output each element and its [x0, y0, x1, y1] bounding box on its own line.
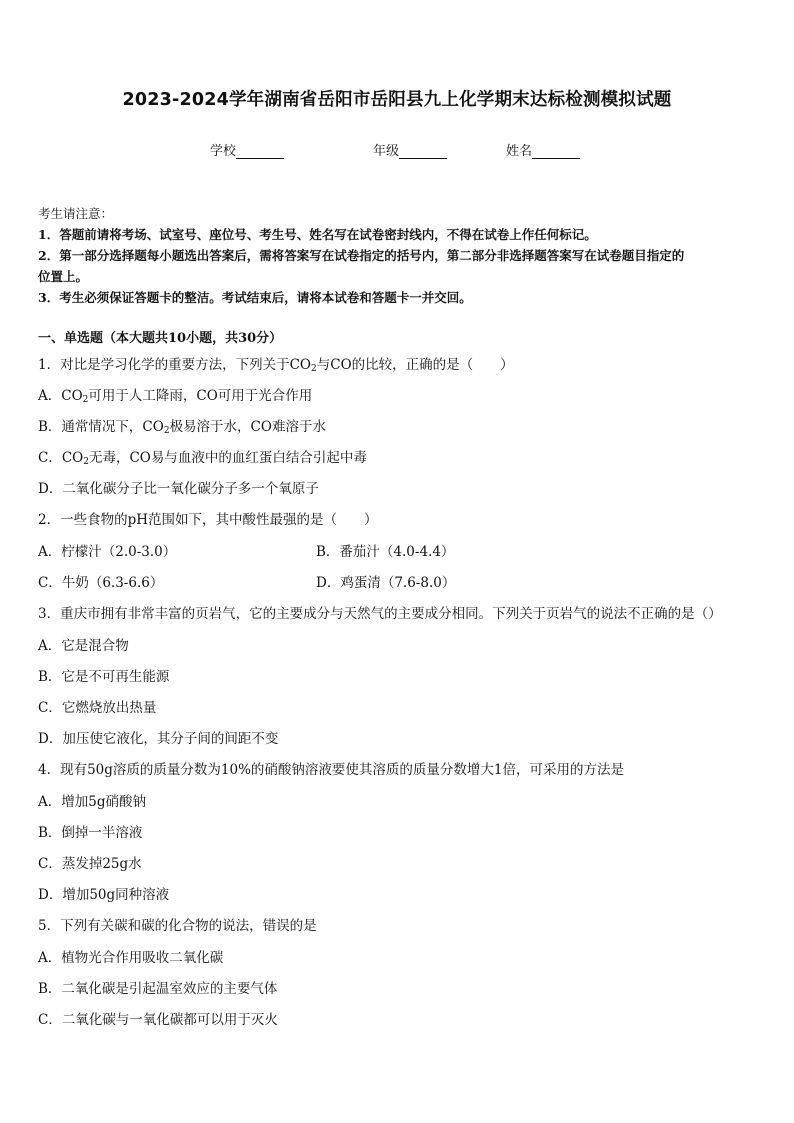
option-part: B．通常情况下，CO [38, 419, 164, 435]
question-4-stem: 4．现有50g溶质的质量分数为10%的硝酸钠溶液要使其溶质的质量分数增大1倍，可采用的方法是 [38, 762, 625, 778]
option-part: A．CO [38, 388, 83, 404]
name-label: 姓名 [506, 144, 533, 159]
question-2-stem: 2．一些食物的pH范围如下，其中酸性最强的是（ ） [38, 512, 378, 528]
stem-part: 与CO的比较，正确的是（ ） [316, 357, 514, 373]
question-3-option-d[interactable]: D．加压使它液化，其分子间的间距不变 [38, 731, 279, 747]
question-3-option-b[interactable]: B．它是不可再生能源 [38, 669, 170, 685]
notice-item: 2．第一部分选择题每小题选出答案后，需将答案写在试卷指定的括号内，第二部分非选择题答案写在试卷题目指定的 [38, 248, 685, 263]
exam-title: 2023-2024学年湖南省岳阳市岳阳县九上化学期末达标检测模拟试题 [122, 90, 672, 110]
notice-heading: 考生请注意： [38, 206, 114, 221]
notice-item: 1．答题前请将考场、试室号、座位号、考生号、姓名写在试卷密封线内，不得在试卷上作任何标记。 [38, 227, 597, 242]
school-blank[interactable] [236, 144, 284, 159]
subscript: 2 [163, 426, 170, 436]
option-part: 极易溶于水，CO难溶于水 [169, 419, 326, 435]
question-2-option-a[interactable]: A．柠檬汁（2.0-3.0） [38, 544, 177, 560]
question-4-option-c[interactable]: C．蒸发掉25g水 [38, 856, 142, 872]
option-part: C．CO [38, 450, 84, 466]
question-3-stem: 3．重庆市拥有非常丰富的页岩气，它的主要成分与天然气的主要成分相同。下列关于页岩气的说法不正确的是（） [38, 606, 722, 622]
question-1-option-b[interactable] [38, 415, 326, 436]
question-2-option-c[interactable]: C．牛奶（6.3-6.6） [38, 575, 164, 591]
question-3-option-c[interactable]: C．它燃烧放出热量 [38, 700, 157, 716]
question-1-option-c[interactable] [38, 446, 367, 467]
subscript: 2 [83, 457, 89, 467]
question-3-option-a[interactable]: A．它是混合物 [38, 638, 129, 654]
subscript: 2 [311, 364, 317, 374]
name-field [506, 140, 580, 159]
school-label: 学校 [210, 144, 237, 159]
subscript: 2 [82, 395, 89, 405]
question-5-stem: 5．下列有关碳和碳的化合物的说法，错误的是 [38, 918, 317, 934]
question-4-option-b[interactable]: B．倒掉一半溶液 [38, 825, 143, 841]
name-blank[interactable] [532, 144, 580, 159]
question-5-option-b[interactable]: B．二氧化碳是引起温室效应的主要气体 [38, 981, 278, 997]
section-heading: 一、单选题（本大题共10小题，共30分） [38, 331, 283, 346]
question-1-option-d[interactable]: D．二氧化碳分子比一氧化碳分子多一个氧原子 [38, 481, 319, 497]
grade-field [373, 140, 447, 159]
question-5-option-a[interactable]: A．植物光合作用吸收二氧化碳 [38, 950, 224, 966]
notice-item: 位置上。 [38, 269, 89, 284]
grade-label: 年级 [373, 144, 400, 159]
question-1-option-a[interactable] [38, 384, 312, 405]
stem-part: 1．对比是学习化学的重要方法，下列关于CO [38, 357, 311, 373]
notice-item: 3．考生必须保证答题卡的整洁。考试结束后，请将本试卷和答题卡一并交回。 [38, 290, 472, 305]
question-2-option-b[interactable]: B．番茄汁（4.0-4.4） [316, 544, 455, 560]
grade-blank[interactable] [399, 144, 447, 159]
question-4-option-a[interactable]: A．增加5g硝酸钠 [38, 794, 146, 810]
school-field [210, 140, 284, 159]
question-5-option-c[interactable]: C．二氧化碳与一氧化碳都可以用于灭火 [38, 1012, 278, 1028]
exam-notice [38, 203, 758, 308]
question-1-stem [38, 353, 514, 374]
option-part: 可用于人工降雨，CO可用于光合作用 [88, 388, 313, 404]
question-4-option-d[interactable]: D．增加50g同种溶液 [38, 887, 170, 903]
option-part: 无毒，CO易与血液中的血红蛋白结合引起中毒 [88, 450, 367, 466]
question-2-option-d[interactable]: D．鸡蛋清（7.6-8.0） [316, 575, 456, 591]
